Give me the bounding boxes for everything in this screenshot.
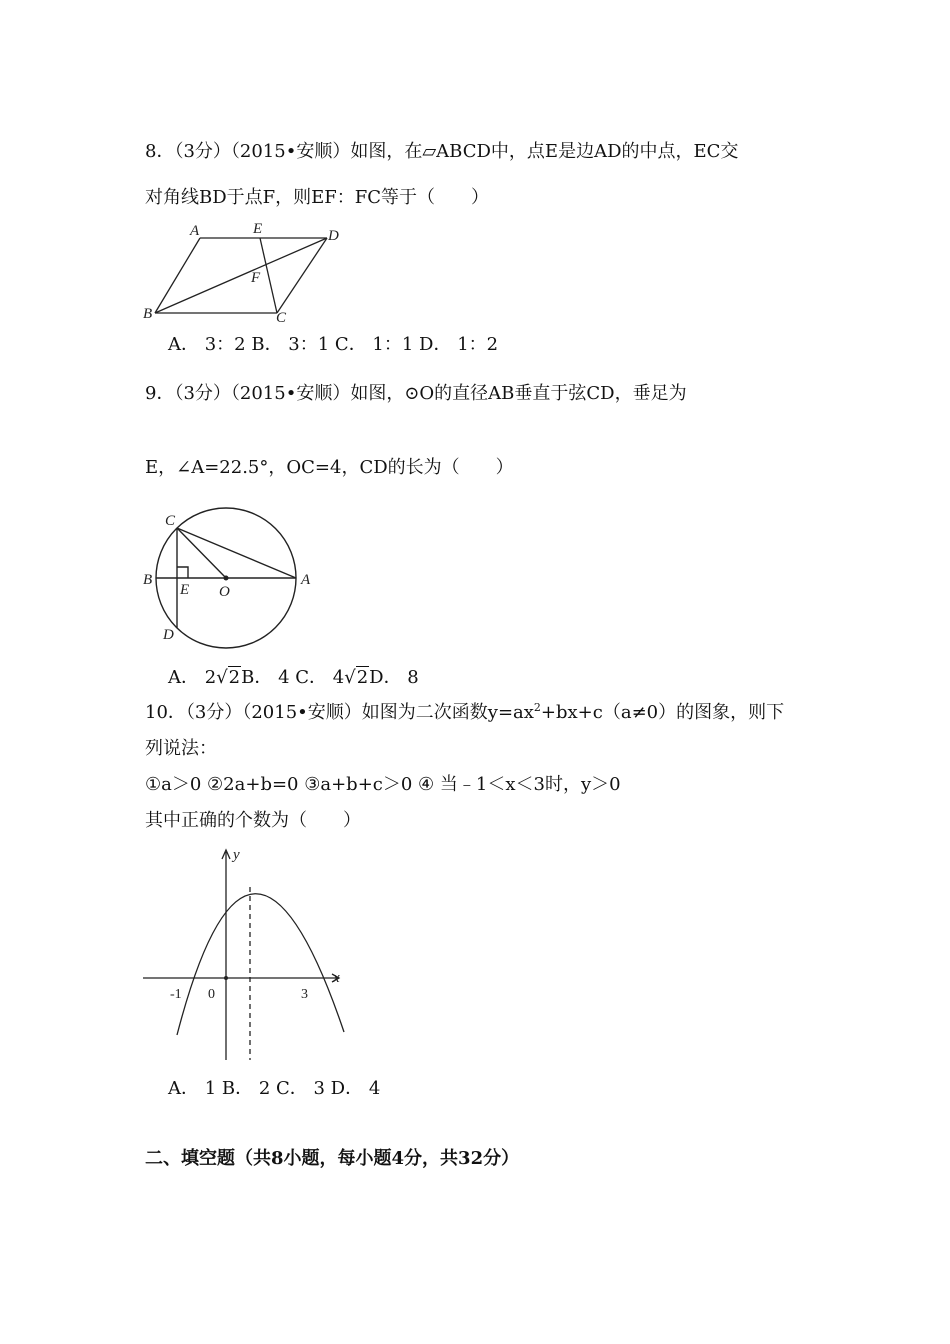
sqrt-symbol: √2 bbox=[216, 667, 241, 688]
q8-options: A． 3：2 B． 3：1 C． 1：1 D． 1：2 bbox=[168, 334, 499, 355]
q9-option-b-c: B． 4 C． 4 bbox=[241, 667, 345, 688]
q10-x-axis-label: x bbox=[333, 970, 340, 986]
q10-tick-neg1: -1 bbox=[170, 987, 182, 1002]
q9-label-o: O bbox=[219, 584, 230, 600]
q9-circle-figure bbox=[140, 505, 320, 655]
q10-tick-zero: 0 bbox=[208, 987, 215, 1002]
q8-label-c: C bbox=[276, 310, 287, 326]
q10-line1-part2: +bx+c（a≠0）的图象，则下 bbox=[540, 702, 785, 723]
q10-options: A． 1 B． 2 C． 3 D． 4 bbox=[168, 1078, 381, 1099]
q9-option-a-prefix: A． 2 bbox=[168, 667, 217, 688]
q8-label-f: F bbox=[251, 270, 261, 286]
q9-text-line1: 9．（3分）（2015•安顺）如图，⊙O的直径AB垂直于弦CD，垂足为 bbox=[145, 383, 687, 404]
q9-option-c-radicand: 2 bbox=[356, 667, 369, 688]
q9-label-c: C bbox=[165, 513, 176, 529]
q9-option-a-radicand: 2 bbox=[228, 667, 241, 688]
q8-label-a: A bbox=[190, 223, 200, 239]
q10-line1-superscript: 2 bbox=[533, 701, 541, 714]
q10-tick-three: 3 bbox=[301, 987, 308, 1002]
q8-label-d: D bbox=[328, 228, 339, 244]
sqrt-symbol: √2 bbox=[344, 667, 369, 688]
q8-parallelogram-figure bbox=[140, 218, 360, 328]
q9-label-b: B bbox=[143, 572, 153, 588]
q10-y-axis-label: y bbox=[233, 847, 240, 863]
q9-label-e: E bbox=[180, 582, 190, 598]
q10-text-line2: 列说法： bbox=[145, 738, 217, 759]
q8-label-b: B bbox=[143, 306, 153, 322]
q10-text-line3: ①a＞0 ②2a+b=0 ③a+b+c＞0 ④ 当﹣1＜x＜3时，y＞0 bbox=[145, 774, 621, 795]
q8-text-line1: 8．（3分）（2015•安顺）如图，在▱ABCD中，点E是边AD的中点，EC交 bbox=[145, 141, 739, 162]
section-heading: 二、填空题（共8小题，每小题4分，共32分） bbox=[145, 1148, 520, 1169]
q10-text-line1 bbox=[145, 701, 784, 725]
q9-option-d: D． 8 bbox=[369, 667, 419, 688]
q10-text-line4: 其中正确的个数为（ ） bbox=[145, 810, 361, 831]
q9-label-a: A bbox=[301, 572, 311, 588]
q9-label-d: D bbox=[163, 627, 174, 643]
q9-text-line2: E，∠A=22.5°，OC=4，CD的长为（ ） bbox=[145, 457, 514, 478]
q8-label-e: E bbox=[253, 221, 263, 237]
q9-options bbox=[168, 666, 419, 690]
q10-parabola-figure bbox=[140, 842, 360, 1067]
q8-text-line2: 对角线BD于点F，则EF：FC等于（ ） bbox=[145, 187, 490, 208]
q10-line1-part1: 10．（3分）（2015•安顺）如图为二次函数y=ax bbox=[145, 702, 534, 723]
